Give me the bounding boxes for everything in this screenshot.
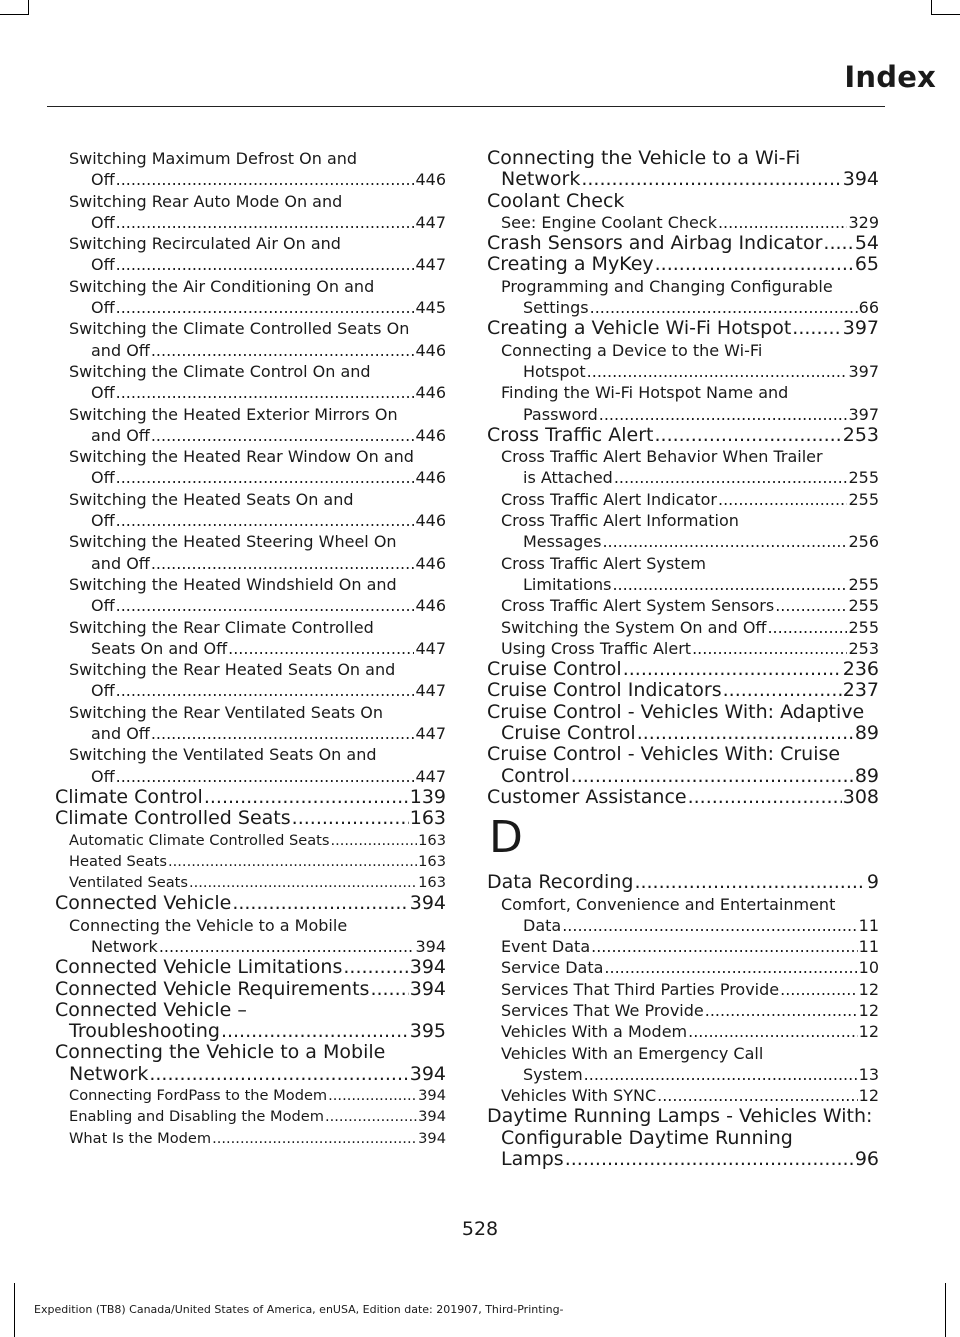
page-reference[interactable]: 89 — [854, 764, 879, 787]
dot-leader — [657, 1085, 858, 1106]
index-subentry[interactable] — [55, 489, 446, 532]
index-subentry[interactable] — [487, 957, 879, 978]
page-reference[interactable]: 308 — [842, 785, 879, 808]
index-entry[interactable] — [487, 872, 879, 893]
entry-text: Cruise Control - Vehicles With: Adaptive — [487, 700, 865, 723]
entry-text: Switching the Heated Steering Wheel On — [69, 532, 397, 552]
page-reference[interactable]: 255 — [848, 617, 879, 637]
dot-leader — [292, 808, 409, 829]
index-entry[interactable] — [487, 148, 879, 191]
page-reference[interactable]: 394 — [842, 168, 879, 191]
page-reference[interactable]: 9 — [866, 871, 879, 894]
dot-leader — [590, 297, 858, 318]
entry-text: Vehicles With an Emergency Call — [501, 1043, 764, 1063]
page-reference[interactable]: 12 — [858, 1022, 879, 1042]
index-subentry[interactable] — [55, 617, 446, 660]
index-entry[interactable] — [55, 957, 446, 978]
page-reference[interactable]: 12 — [858, 1086, 879, 1106]
entry-text: Connecting the Vehicle to a Wi-Fi — [487, 147, 801, 169]
page-title: Index — [844, 60, 936, 94]
entry-text: Lamps — [501, 1148, 564, 1171]
page-reference[interactable]: 139 — [409, 785, 446, 808]
crop-mark-top-left — [0, 14, 28, 15]
dot-leader — [587, 361, 848, 382]
page-reference[interactable]: 446 — [415, 468, 446, 488]
page-reference[interactable]: 237 — [842, 679, 879, 702]
dot-leader — [151, 425, 415, 446]
index-subentry[interactable] — [55, 1085, 446, 1106]
entry-text: Network — [69, 1062, 149, 1085]
page-reference[interactable]: 394 — [418, 1108, 446, 1126]
index-entry[interactable] — [55, 979, 446, 1000]
index-entry[interactable] — [487, 425, 879, 446]
entry-text: Off — [91, 298, 115, 318]
page-reference[interactable]: 256 — [848, 532, 879, 552]
dot-leader — [159, 936, 415, 957]
page-reference[interactable]: 12 — [858, 979, 879, 999]
dot-leader — [116, 254, 415, 275]
entry-text: and Off — [91, 553, 150, 573]
index-subentry[interactable] — [487, 446, 879, 489]
dot-leader — [723, 680, 842, 701]
dot-leader — [232, 893, 408, 914]
dot-leader — [116, 595, 415, 616]
index-subentry[interactable] — [487, 979, 879, 1000]
entry-text: Daytime Running Lamps - Vehicles With: — [487, 1105, 873, 1128]
page-reference[interactable]: 255 — [848, 596, 879, 616]
index-subentry[interactable] — [55, 659, 446, 702]
index-subentry[interactable] — [487, 276, 879, 319]
title-divider — [47, 106, 885, 107]
entry-text: Troubleshooting — [69, 1020, 220, 1043]
page-reference[interactable]: 446 — [415, 596, 446, 616]
page-reference[interactable]: 163 — [418, 874, 446, 892]
entry-text: Connected Vehicle — [55, 892, 232, 915]
dot-leader — [116, 680, 415, 701]
entry-text: Configurable Daytime Running — [501, 1126, 793, 1149]
index-entry[interactable] — [487, 191, 879, 212]
dot-leader — [823, 233, 853, 254]
dot-leader — [330, 830, 417, 851]
dot-leader — [116, 510, 415, 531]
page-reference[interactable]: 11 — [858, 915, 879, 935]
index-entry[interactable] — [487, 1106, 879, 1170]
entry-text: Ventilated Seats — [69, 874, 188, 892]
index-subentry[interactable] — [55, 446, 446, 489]
entry-text: Creating a MyKey — [487, 253, 654, 276]
page-reference[interactable]: 10 — [858, 958, 879, 978]
entry-text: Enabling and Disabling the Modem — [69, 1108, 324, 1126]
index-subentry[interactable] — [487, 489, 879, 510]
page-reference[interactable]: 11 — [858, 937, 879, 957]
index-subentry[interactable] — [55, 915, 446, 958]
page-reference[interactable]: 447 — [415, 638, 446, 658]
entry-text: Using Cross Traffic Alert — [501, 638, 692, 658]
page-reference[interactable]: 446 — [415, 383, 446, 403]
entry-text: Customer Assistance — [487, 785, 687, 808]
index-subentry[interactable] — [487, 1000, 879, 1021]
entry-text: and Off — [91, 724, 150, 744]
dot-leader — [571, 766, 854, 787]
entry-text: Messages — [523, 532, 602, 552]
entry-text: Settings — [523, 298, 589, 318]
page-reference[interactable]: 447 — [415, 681, 446, 701]
index-subentry[interactable] — [55, 531, 446, 574]
entry-text: Off — [91, 596, 115, 616]
index-letter-heading: D — [489, 812, 523, 864]
dot-leader — [614, 467, 848, 488]
dot-leader — [692, 638, 847, 659]
dot-leader — [688, 787, 842, 808]
entry-text: Switching Maximum Defrost On and — [69, 149, 358, 168]
entry-text: Comfort, Convenience and Entertainment — [501, 894, 836, 914]
entry-text: Switching the Rear Ventilated Seats On — [69, 702, 384, 722]
dot-leader — [212, 1128, 417, 1149]
index-subentry[interactable] — [55, 851, 446, 872]
page-reference[interactable]: 394 — [409, 892, 446, 915]
dot-leader — [604, 957, 857, 978]
entry-text: Cross Traffic Alert System — [501, 553, 706, 573]
dot-leader — [705, 1000, 858, 1021]
dot-leader — [370, 979, 408, 1000]
dot-leader — [599, 404, 848, 425]
index-subentry[interactable] — [55, 744, 446, 787]
entry-text: Switching the Heated Windshield On and — [69, 574, 397, 594]
index-entry[interactable] — [55, 1042, 446, 1085]
page-reference[interactable]: 445 — [415, 298, 446, 318]
entry-text: Event Data — [501, 937, 591, 957]
index-subentry[interactable] — [55, 318, 446, 361]
page-reference[interactable]: 163 — [418, 831, 446, 849]
page-reference[interactable]: 447 — [415, 255, 446, 275]
entry-text: Switching the System On and Off — [501, 617, 767, 637]
dot-leader — [116, 382, 415, 403]
page-reference[interactable]: 163 — [418, 852, 446, 870]
dot-leader — [718, 489, 847, 510]
entry-text: Vehicles With a Modem — [501, 1022, 688, 1042]
dot-leader — [792, 318, 841, 339]
entry-text: Switching the Ventilated Seats On and — [69, 745, 377, 765]
entry-text: Cross Traffic Alert Information — [501, 511, 739, 531]
page-reference[interactable]: 394 — [418, 1129, 446, 1147]
entry-text: Cross Traffic Alert Behavior When Trailer — [501, 447, 823, 467]
index-subentry[interactable] — [55, 830, 446, 851]
entry-text: Limitations — [523, 574, 612, 594]
page-number: 528 — [461, 1218, 499, 1240]
index-subentry[interactable] — [487, 595, 879, 616]
entry-text: Off — [91, 511, 115, 531]
page-reference[interactable]: 397 — [848, 404, 879, 424]
entry-text: Switching the Climate Control On and — [69, 361, 371, 381]
index-entry[interactable] — [487, 744, 879, 787]
index-subentry[interactable] — [55, 574, 446, 617]
entry-text: Connected Vehicle – — [55, 998, 247, 1021]
index-subentry[interactable] — [55, 1128, 446, 1149]
index-subentry[interactable] — [55, 361, 446, 404]
index-subentry[interactable] — [55, 148, 446, 191]
index-entry[interactable] — [487, 659, 879, 680]
index-entry[interactable] — [55, 893, 446, 914]
entry-text: Cruise Control - Vehicles With: Cruise — [487, 743, 841, 766]
entry-text: and Off — [91, 425, 150, 445]
index-subentry[interactable] — [55, 404, 446, 447]
dot-leader — [581, 169, 841, 190]
entry-text: Off — [91, 681, 115, 701]
dot-leader — [204, 787, 409, 808]
index-column-right — [487, 148, 879, 1170]
entry-text: is Attached — [523, 468, 613, 488]
crop-mark-top-left — [28, 0, 29, 15]
dot-leader — [688, 1021, 858, 1042]
page-reference[interactable]: 447 — [415, 724, 446, 744]
entry-text: Switching the Heated Seats On and — [69, 489, 354, 509]
page-reference[interactable]: 255 — [848, 489, 879, 509]
index-subentry[interactable] — [487, 212, 879, 233]
entry-text: Creating a Vehicle Wi-Fi Hotspot — [487, 317, 792, 340]
dot-leader — [612, 574, 847, 595]
dot-leader — [328, 1085, 417, 1106]
index-entry[interactable] — [55, 1000, 446, 1043]
dot-leader — [654, 425, 841, 446]
entry-text: Switching the Air Conditioning On and — [69, 276, 375, 296]
index-subentry[interactable] — [487, 382, 879, 425]
entry-text: Programming and Changing Configurable — [501, 276, 833, 296]
entry-text: Connecting the Vehicle to a Mobile — [55, 1041, 386, 1064]
dot-leader — [634, 872, 865, 893]
entry-text: System — [523, 1064, 583, 1084]
index-subentry[interactable] — [487, 1021, 879, 1042]
entry-text: Switching the Heated Exterior Mirrors On — [69, 404, 398, 424]
index-subentry[interactable] — [487, 638, 879, 659]
index-entry[interactable] — [55, 808, 446, 829]
dot-leader — [149, 1064, 408, 1085]
entry-text: See: Engine Coolant Check — [501, 212, 717, 232]
entry-text: Control — [501, 764, 570, 787]
dot-leader — [325, 1106, 417, 1127]
entry-text: Services That Third Parties Provide — [501, 979, 780, 999]
entry-text: Heated Seats — [69, 852, 168, 870]
dot-leader — [591, 936, 858, 957]
index-subentry[interactable] — [55, 702, 446, 745]
entry-text: Connecting FordPass to the Modem — [69, 1087, 328, 1105]
index-entry[interactable] — [487, 702, 879, 745]
entry-text: What Is the Modem — [69, 1129, 212, 1147]
index-subentry[interactable] — [487, 617, 879, 638]
dot-leader — [151, 340, 415, 361]
crop-mark-top-right — [931, 0, 932, 15]
entry-text: Connecting the Vehicle to a Mobile — [69, 915, 348, 935]
index-subentry[interactable] — [487, 936, 879, 957]
index-subentry[interactable] — [487, 1043, 879, 1086]
dot-leader — [221, 1021, 409, 1042]
page-reference[interactable]: 13 — [858, 1064, 879, 1084]
dot-leader — [623, 659, 842, 680]
entry-text: Switching Recirculated Air On and — [69, 234, 341, 254]
dot-leader — [637, 723, 854, 744]
page-reference[interactable]: 96 — [854, 1148, 879, 1171]
entry-text: Seats On and Off — [91, 638, 228, 658]
entry-text: Switching Rear Auto Mode On and — [69, 191, 343, 211]
dot-leader — [116, 212, 415, 233]
page-reference[interactable]: 253 — [842, 423, 879, 446]
entry-text: Data — [523, 915, 562, 935]
index-subentry[interactable] — [487, 894, 879, 937]
index-subentry[interactable] — [487, 553, 879, 596]
entry-text: Climate Controlled Seats — [55, 807, 291, 830]
index-subentry[interactable] — [55, 233, 446, 276]
page-reference[interactable]: 394 — [418, 1087, 446, 1105]
page-reference[interactable]: 446 — [415, 425, 446, 445]
dot-leader — [151, 553, 415, 574]
dot-leader — [780, 979, 858, 1000]
entry-text: Coolant Check — [487, 189, 625, 212]
crop-mark-bottom-right — [945, 1283, 946, 1337]
page-reference[interactable]: 329 — [848, 212, 879, 232]
entry-text: and Off — [91, 340, 150, 360]
entry-text: Off — [91, 468, 115, 488]
index-entry[interactable] — [487, 787, 879, 808]
entry-text: Cruise Control Indicators — [487, 679, 722, 702]
dot-leader — [718, 212, 847, 233]
entry-text: Vehicles With SYNC — [501, 1086, 657, 1106]
entry-text: Off — [91, 255, 115, 275]
entry-text: Cross Traffic Alert — [487, 423, 654, 446]
page-reference[interactable]: 394 — [415, 936, 446, 956]
entry-text: Cruise Control — [501, 722, 636, 745]
page-reference[interactable]: 65 — [854, 253, 879, 276]
index-entry[interactable] — [487, 318, 879, 339]
page-reference[interactable]: 447 — [415, 766, 446, 786]
entry-text: Switching the Rear Heated Seats On and — [69, 660, 396, 680]
entry-text: Off — [91, 212, 115, 232]
dot-leader — [116, 766, 415, 787]
page-reference[interactable]: 66 — [858, 298, 879, 318]
entry-text: Climate Control — [55, 785, 203, 808]
dot-leader — [116, 169, 415, 190]
entry-text: Network — [501, 168, 581, 191]
index-subentry[interactable] — [55, 872, 446, 893]
page-reference[interactable]: 236 — [842, 658, 879, 681]
index-subentry[interactable] — [487, 510, 879, 553]
entry-text: Off — [91, 383, 115, 403]
page-reference[interactable]: 447 — [415, 212, 446, 232]
dot-leader — [151, 723, 415, 744]
page-reference[interactable]: 255 — [848, 468, 879, 488]
page-reference[interactable]: 397 — [848, 361, 879, 381]
entry-text: Cruise Control — [487, 658, 622, 681]
entry-text: Finding the Wi-Fi Hotspot Name and — [501, 383, 789, 403]
entry-text: Hotspot — [523, 361, 586, 381]
page-reference[interactable]: 394 — [409, 1062, 446, 1085]
entry-text: Connecting a Device to the Wi-Fi — [501, 340, 763, 360]
entry-text: Switching the Climate Controlled Seats On — [69, 319, 410, 339]
dot-leader — [562, 915, 857, 936]
dot-leader — [228, 638, 414, 659]
index-subentry[interactable] — [487, 340, 879, 383]
entry-text: Cross Traffic Alert Indicator — [501, 489, 717, 509]
page-reference[interactable]: 253 — [848, 638, 879, 658]
dot-leader — [655, 254, 854, 275]
dot-leader — [116, 297, 415, 318]
page-reference[interactable]: 446 — [415, 340, 446, 360]
index-subentry[interactable] — [55, 1106, 446, 1127]
dot-leader — [602, 531, 847, 552]
entry-text: Services That We Provide — [501, 1000, 704, 1020]
entry-text: Connected Vehicle Limitations — [55, 956, 343, 979]
entry-text: Cross Traffic Alert System Sensors — [501, 596, 775, 616]
index-entry[interactable] — [487, 254, 879, 275]
index-subentry[interactable] — [487, 1085, 879, 1106]
page-reference[interactable]: 397 — [842, 317, 879, 340]
page-reference[interactable]: 446 — [415, 170, 446, 190]
index-subentry[interactable] — [55, 276, 446, 319]
page-reference[interactable]: 163 — [409, 807, 446, 830]
entry-text: Crash Sensors and Airbag Indicator — [487, 232, 823, 255]
dot-leader — [168, 851, 417, 872]
page-reference[interactable]: 446 — [415, 553, 446, 573]
footer-edition-text: Expedition (TB8) Canada/United States of America, enUSA, Edition date: 201907, Third-Printing- — [34, 1303, 564, 1316]
page-reference[interactable]: 54 — [854, 232, 879, 255]
entry-text: Switching the Rear Climate Controlled — [69, 617, 374, 637]
index-column-left — [55, 148, 446, 1149]
dot-leader — [343, 957, 408, 978]
dot-leader — [116, 467, 415, 488]
page-reference[interactable]: 255 — [848, 574, 879, 594]
entry-text: Off — [91, 766, 115, 786]
dot-leader — [565, 1149, 854, 1170]
entry-text: Service Data — [501, 958, 604, 978]
dot-leader — [775, 595, 847, 616]
dot-leader — [584, 1064, 858, 1085]
index-entry[interactable] — [487, 680, 879, 701]
page-reference[interactable]: 394 — [409, 977, 446, 1000]
page-reference[interactable]: 89 — [854, 722, 879, 745]
entry-text: Password — [523, 404, 598, 424]
index-entry[interactable] — [55, 787, 446, 808]
entry-text: Network — [91, 936, 158, 956]
index-subentry[interactable] — [55, 191, 446, 234]
dot-leader — [189, 872, 417, 893]
page-reference[interactable]: 12 — [858, 1000, 879, 1020]
entry-text: Connected Vehicle Requirements — [55, 977, 370, 1000]
page-reference[interactable]: 446 — [415, 511, 446, 531]
index-entry[interactable] — [487, 233, 879, 254]
entry-text: Switching the Heated Rear Window On and — [69, 447, 414, 467]
page-reference[interactable]: 395 — [409, 1020, 446, 1043]
entry-text: Data Recording — [487, 871, 634, 894]
dot-leader — [767, 617, 847, 638]
crop-mark-bottom-left — [14, 1283, 15, 1337]
entry-text: Automatic Climate Controlled Seats — [69, 831, 330, 849]
page-reference[interactable]: 394 — [409, 956, 446, 979]
entry-text: Off — [91, 170, 115, 190]
crop-mark-top-right — [931, 14, 960, 15]
